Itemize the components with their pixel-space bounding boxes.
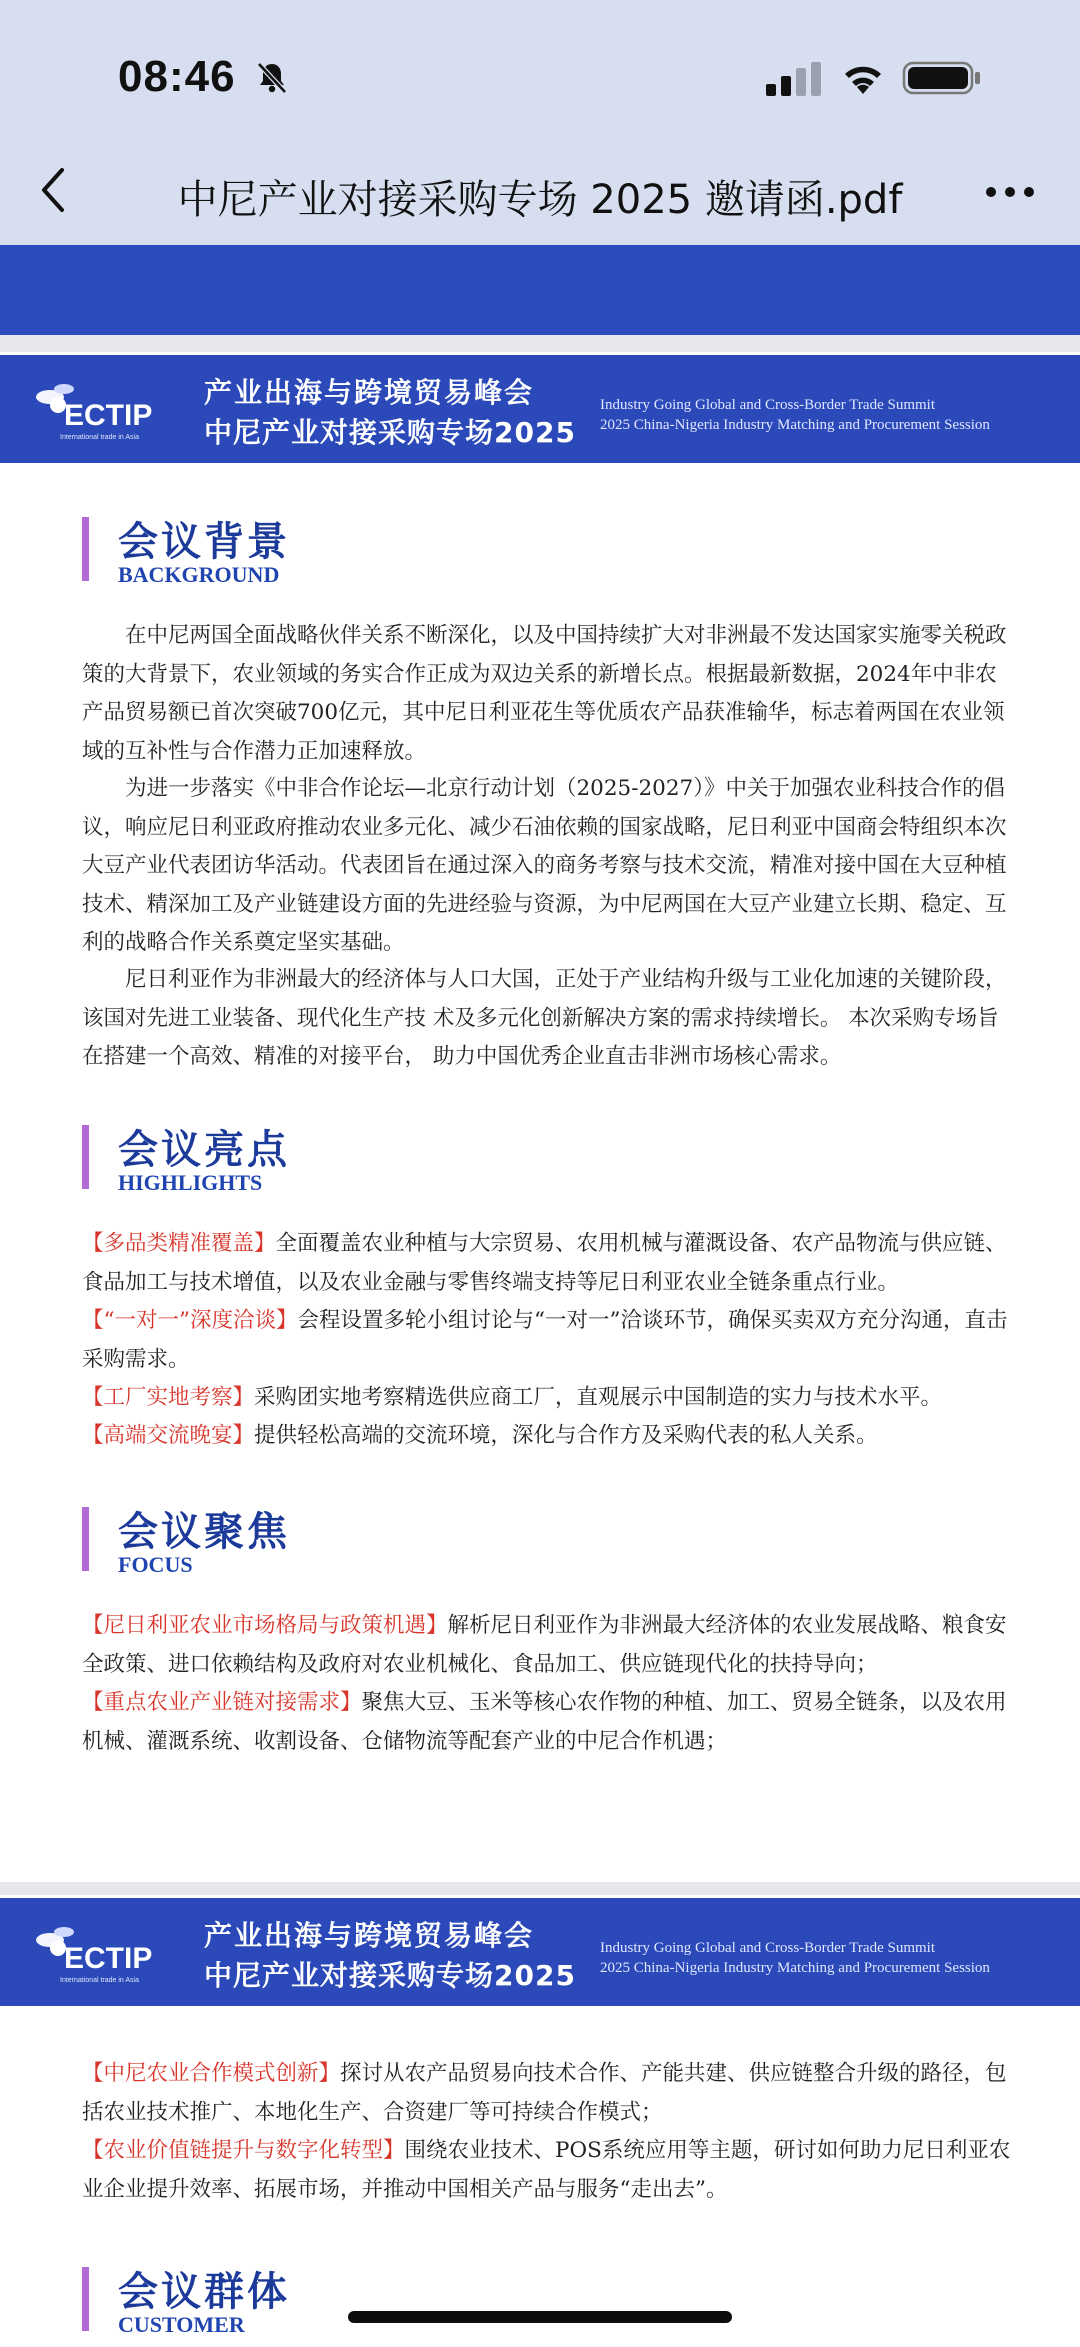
section-title-customer: 会议群体 (118, 2268, 290, 2315)
focus-item (82, 2055, 1012, 2132)
focus-tag: 【尼日利亚农业市场格局与政策机遇】 (82, 1613, 448, 1638)
focus-item (82, 2132, 1012, 2209)
background-paragraph-1: 在中尼两国全面战略伙伴关系不断深化，以及中国持续扩大对非洲最不发达国家实施零关税政策的大背景下，农业领域的务实合作正成为双边关系的新增长点。根据最新数据，2024年中非农产品贸易额已首次突破700亿元，其中尼日利亚花生等优质农产品获准输华，标志着两国在农业领域的互补性与合作潜力正加速释放。 (82, 623, 1007, 764)
highlight-item (82, 1379, 1012, 1418)
document-title: 中尼产业对接采购专场 2025 邀请函.pdf (177, 177, 903, 223)
highlight-text: 提供轻松高端的交流环境，深化与合作方及采购代表的私人关系。 (254, 1423, 878, 1448)
highlight-item (82, 1302, 1012, 1379)
banner-title-cn-2: 中尼产业对接采购专场2025 (204, 416, 576, 449)
focus-text: 解析尼日利亚作为非洲最大经济体的农业发展战略、粮食安全政策、进口依赖结构及政府对农业机械化、食品加工、供应链现代化的扶持导向； (82, 1613, 1007, 1677)
section-marker (82, 1125, 89, 1189)
section-title-highlights: 会议亮点 (118, 1126, 290, 1173)
banner-title-cn-2: 中尼产业对接采购专场2025 (204, 1959, 576, 1992)
banner-title-en-1: Industry Going Global and Cross-Border Trade Summit (600, 397, 935, 413)
previous-page-bottom (0, 245, 1080, 335)
ectip-logo (28, 375, 168, 445)
section-subtitle-focus: FOCUS (118, 1552, 193, 1577)
logo-subtext: International trade in Asia (60, 1977, 139, 1984)
home-indicator[interactable] (348, 2311, 732, 2323)
pdf-page-2 (0, 1895, 1080, 2347)
ectip-logo (28, 1918, 168, 1988)
focus-text: 探讨从农产品贸易向技术合作、产能共建、供应链整合升级的路径，包括农业技术推广、本地化生产、合资建厂等可持续合作模式； (82, 2061, 1007, 2125)
highlight-tag: 【多品类精准覆盖】 (82, 1231, 276, 1256)
focus-item (82, 1607, 1012, 1684)
banner-title-cn-1: 产业出海与跨境贸易峰会 (204, 376, 535, 409)
highlight-text: 会程设置多轮小组讨论与“一对一”洽谈环节，确保买卖双方充分沟通，直击采购需求。 (82, 1308, 1008, 1372)
highlight-item (82, 1225, 1012, 1302)
more-options-icon[interactable] (985, 186, 1035, 198)
wifi-icon (838, 58, 888, 98)
background-paragraph-3: 尼日利亚作为非洲最大的经济体与人口大国，正处于产业结构升级与工业化加速的关键阶段，该国对先进工业装备、现代化生产技 术及多元化创新解决方案的需求持续增长。 本次采购专场旨在搭建一个高效、精准的对接平台， 助力中国优秀企业直击非洲市场核心需求。 (82, 967, 1007, 1069)
banner-title-en-1: Industry Going Global and Cross-Border Trade Summit (600, 1940, 935, 1956)
silent-bell-icon (252, 58, 292, 98)
highlight-item (82, 1417, 1012, 1456)
highlight-text: 采购团实地考察精选供应商工厂，直观展示中国制造的实力与技术水平。 (254, 1385, 943, 1410)
page-banner (0, 1898, 1080, 2006)
focus-item (82, 1684, 1012, 1761)
focus-text: 围绕农业技术、POS系统应用等主题，研讨如何助力尼日利亚农业企业提升效率、拓展市场，并推动中国相关产品与服务“走出去”。 (82, 2138, 1011, 2202)
focus-text: 聚焦大豆、玉米等核心农作物的种植、加工、贸易全链条，以及农用机械、灌溉系统、收割设备、仓储物流等配套产业的中尼合作机遇； (82, 1690, 1007, 1754)
section-marker (82, 2267, 89, 2331)
cellular-signal-icon (764, 60, 828, 100)
banner-title-en-2: 2025 China-Nigeria Industry Matching and Procurement Session (600, 417, 990, 433)
section-subtitle-customer: CUSTOMER (118, 2312, 245, 2337)
page-banner (0, 355, 1080, 463)
pdf-page-1 (0, 352, 1080, 1882)
highlight-tag: 【工厂实地考察】 (82, 1385, 255, 1410)
focus-tag: 【中尼农业合作模式创新】 (82, 2061, 341, 2086)
logo-text: ECTIP (64, 1942, 153, 1975)
focus-tag: 【农业价值链提升与数字化转型】 (82, 2138, 405, 2163)
section-subtitle-highlights: HIGHLIGHTS (118, 1170, 263, 1195)
background-paragraph-2: 为进一步落实《中非合作论坛—北京行动计划（2025-2027）》中关于加强农业科技合作的倡议，响应尼日利亚政府推动农业多元化、减少石油依赖的国家战略，尼日利亚中国商会特组织本次大豆产业代表团访华活动。代表团旨在通过深入的商务考察与技术交流，精准对接中国在大豆种植技术、精深加工及产业链建设方面的先进经验与资源，为中尼两国在大豆产业建立长期、稳定、互利的战略合作关系奠定坚实基础。 (82, 776, 1007, 955)
battery-icon (902, 60, 982, 96)
section-marker (82, 1507, 89, 1571)
section-subtitle-background: BACKGROUND (118, 562, 280, 587)
logo-subtext: International trade in Asia (60, 434, 139, 441)
focus-tag: 【重点农业产业链对接需求】 (82, 1690, 362, 1715)
highlight-tag: 【高端交流晚宴】 (82, 1423, 255, 1448)
banner-title-cn-1: 产业出海与跨境贸易峰会 (204, 1919, 535, 1952)
highlight-tag: 【“一对一”深度洽谈】 (82, 1308, 298, 1333)
section-marker (82, 517, 89, 581)
section-title-focus: 会议聚焦 (118, 1508, 290, 1555)
section-title-background: 会议背景 (118, 518, 290, 565)
logo-text: ECTIP (64, 399, 153, 432)
highlight-text: 全面覆盖农业种植与大宗贸易、农用机械与灌溉设备、农产品物流与供应链、食品加工与技术增值，以及农业金融与零售终端支持等尼日利亚农业全链条重点行业。 (82, 1231, 1007, 1295)
banner-title-en-2: 2025 China-Nigeria Industry Matching and Procurement Session (600, 1960, 990, 1976)
status-time: 08:46 (118, 52, 236, 101)
